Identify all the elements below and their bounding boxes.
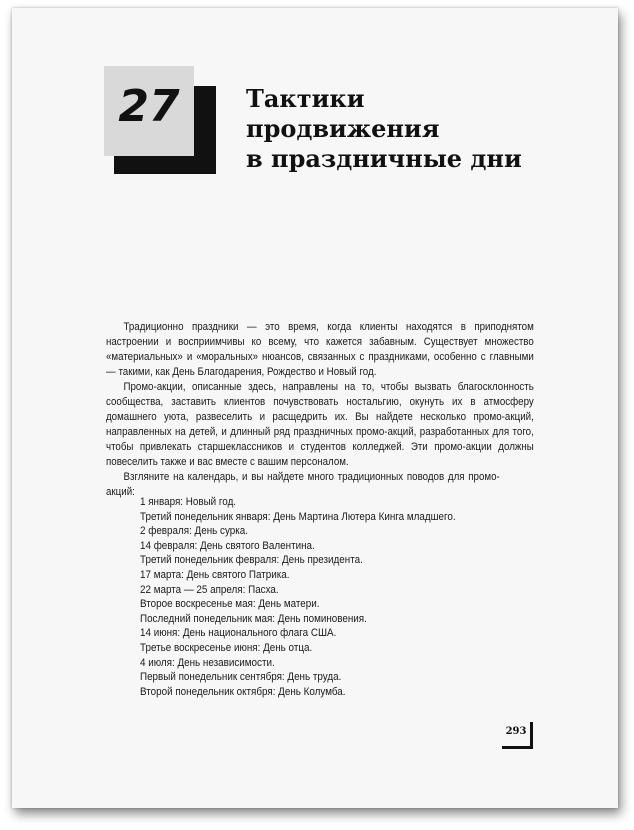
page-number: 293 — [505, 726, 527, 737]
holiday-item: 22 марта — 25 апреля: Пасха. — [140, 583, 279, 596]
paragraph-intro: Традиционно праздники — это время, когда клиенты находятся в приподнятом настроении и восприимчивы ко всему, что кажется забавным. Существует множество «материальных» и «моральных» нюансов, связанных с праздниками, особенно с главными — такими, как День Благодарения, Рождество и Новый год. — [106, 321, 534, 378]
paragraph-calendar: Взгляните на календарь, и вы найдете много традиционных поводов для промо-акций: — [106, 471, 500, 498]
holiday-item: 14 июня: День национального флага США. — [140, 627, 337, 640]
holiday-item: Второй понедельник октября: День Колумба. — [140, 685, 346, 698]
chapter-number: 27 — [118, 81, 180, 132]
body-text — [106, 320, 534, 500]
holiday-item: 4 июля: День независимости. — [140, 656, 275, 669]
holiday-item: Третий понедельник января: День Мартина Лютера Кинга младшего. — [140, 510, 456, 523]
chapter-title — [246, 84, 522, 174]
holiday-list — [140, 495, 456, 699]
holiday-item: Третий понедельник февраля: День президента. — [140, 554, 363, 567]
paragraph-promo: Промо-акции, описанные здесь, направлены на то, чтобы вызвать благосклонность сообщества, заставить клиентов почувствовать ностальгию, окунуть их в атмосферу домашнего уюта, развеселить и расщедрить их. Вы найдете несколько промо-акций, направленных на детей, и длинный ряд праздничных промо-акций, разработанных для того, чтобы привлекать старшеклассников и студентов колледжей. Эти промо-акции должны повеселить также и вас вместе с вашим персоналом. — [106, 381, 534, 468]
chapter-title-line-1: Тактики — [246, 84, 365, 113]
chapter-title-line-3: в праздничные дни — [246, 144, 522, 173]
holiday-item: Второе воскресенье мая: День матери. — [140, 598, 320, 611]
chapter-title-line-2: продвижения — [246, 114, 440, 143]
holiday-item: Последний понедельник мая: День поминовения. — [140, 612, 367, 625]
holiday-item: Первый понедельник сентября: День труда. — [140, 671, 342, 684]
holiday-item: 14 февраля: День святого Валентина. — [140, 539, 315, 552]
holiday-item: 1 января: Новый год. — [140, 496, 237, 508]
holiday-item: 17 марта: День святого Патрика. — [140, 568, 290, 581]
holiday-item: 2 февраля: День сурка. — [140, 525, 248, 538]
holiday-item: Третье воскресенье июня: День отца. — [140, 641, 313, 654]
